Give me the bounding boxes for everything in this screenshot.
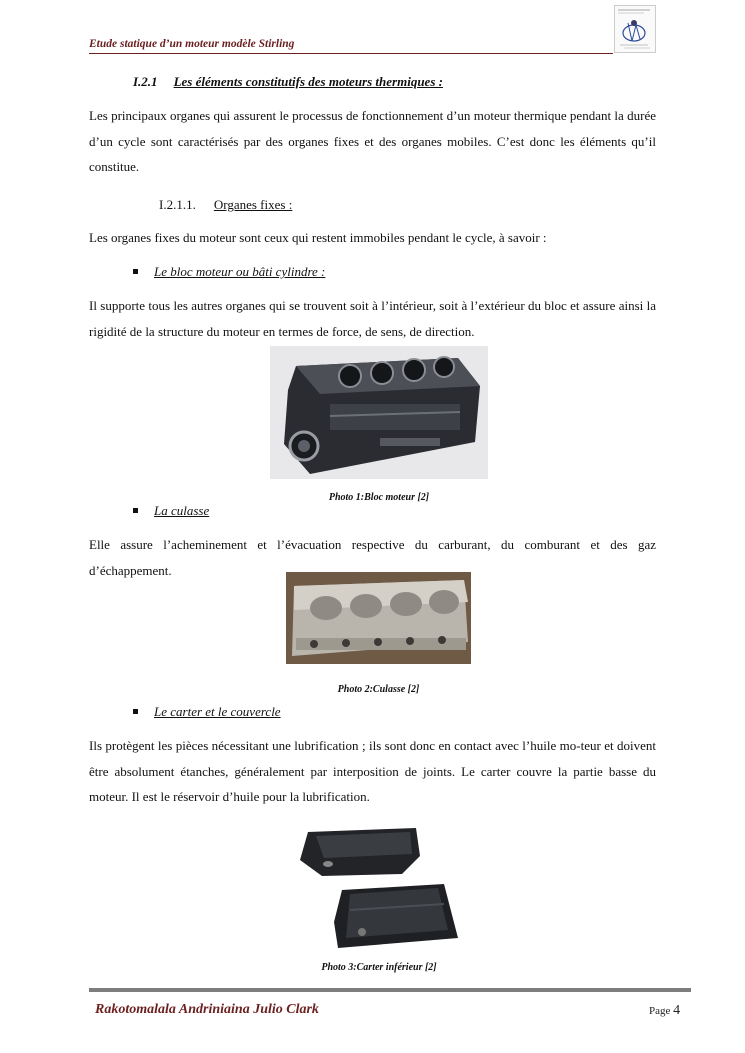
fixed-intro-paragraph: Les organes fixes du moteur sont ceux qui restent immobiles pendant le cycle, à savoir : [89,230,547,245]
subsection-heading [159,197,292,213]
section-title: Les éléments constitutifs des moteurs thermiques : [173,74,443,89]
footer-rule [89,988,691,992]
bullet-item [133,503,209,519]
bullet-item [133,704,281,720]
header-rule [89,53,613,54]
subsection-number: I.2.1.1. [159,197,196,212]
item-paragraph: Il supporte tous les autres organes qui se trouvent soit à l’intérieur, soit à l’extérieur du bloc et assure ainsi la rigidité de la structure du moteur en termes de force, de sens, de direction. [89,298,656,339]
page-number [649,1003,680,1019]
bullet-square-icon [133,269,138,274]
intro-paragraph: Les principaux organes qui assurent le processus de fonctionnement d’un moteur thermique pendant la durée d’un cycle sont caractérisés par des organes fixes et des organes mobiles. C’est donc les éléments qu’il constitue. [89,108,656,175]
page-number-value: 4 [673,1003,681,1018]
section-heading [133,74,443,90]
bullet-square-icon [133,508,138,513]
page-label: Page [649,1005,671,1017]
oil-pan-photo [298,826,462,950]
bullet-title: Le bloc moteur ou bâti cylindre : [154,264,326,279]
photo-caption: Photo 1:Bloc moteur [2] [328,492,430,503]
section-number: I.2.1 [133,74,158,89]
bullet-item [133,264,325,280]
bullet-title: La culasse [154,503,210,518]
photo-caption: Photo 2:Culasse [2] [337,684,420,695]
subsection-title: Organes fixes : [213,197,293,212]
cylinder-head-photo [286,572,471,664]
bullet-title: Le carter et le couvercle [154,704,281,719]
bullet-square-icon [133,709,138,714]
footer-author: Rakotomalala Andriniaina Julio Clark [95,1002,319,1017]
logo-image [614,5,656,53]
item-paragraph: Ils protègent les pièces nécessitant une lubrification ; ils sont donc en contact avec l’huile mo-teur et doivent être absolument étanches, généralement par interposition de joints. Le carter couvre la partie basse du moteur. Il est le réservoir d’huile pour la lubrification. [89,738,656,805]
engine-block-photo [270,346,488,479]
photo-caption: Photo 3:Carter inférieur [2] [321,962,437,973]
header-title: Etude statique d’un moteur modèle Stirling [89,38,295,50]
item-paragraph: Elle assure l’acheminement et l’évacuation respective du carburant, du comburant et des gaz d’échappement. [89,537,656,578]
